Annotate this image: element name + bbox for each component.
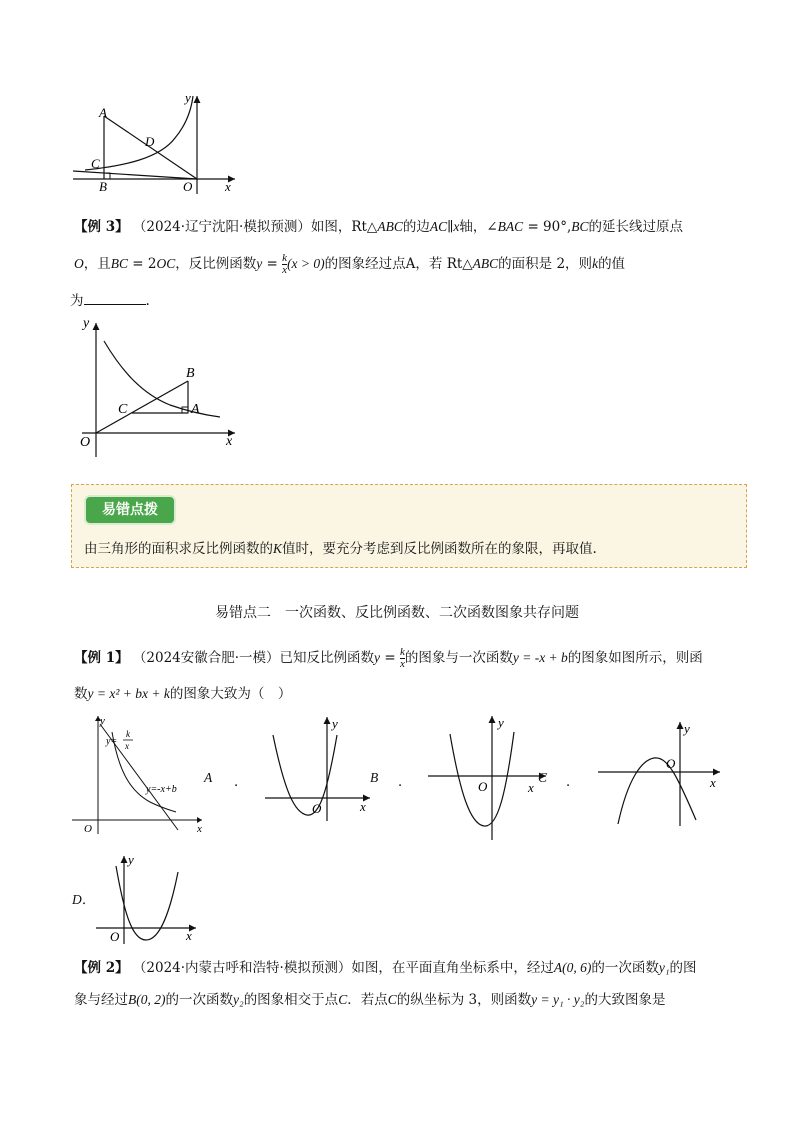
svg-text:y: y xyxy=(684,721,690,736)
option-D-graph[interactable] xyxy=(94,852,200,946)
tip-badge: 易错点拨 xyxy=(84,495,176,525)
answer-blank[interactable] xyxy=(84,290,146,305)
svg-text:B: B xyxy=(186,366,195,381)
svg-text:x: x xyxy=(226,434,233,449)
label-O: O xyxy=(183,179,193,194)
option-4-graph[interactable] xyxy=(596,718,724,828)
label-D: D xyxy=(145,134,155,149)
option-A[interactable]: A xyxy=(204,770,213,785)
figure-top-triangle-hyperbola xyxy=(65,88,245,198)
option-B-graph[interactable] xyxy=(265,713,375,823)
svg-text:O: O xyxy=(312,801,322,816)
tip-box xyxy=(71,484,747,568)
label-A: A xyxy=(99,105,107,120)
svg-text:x: x xyxy=(710,775,716,790)
figure-ex3 xyxy=(70,313,245,460)
svg-text:y: y xyxy=(498,715,504,730)
svg-text:y=: y= xyxy=(106,736,118,747)
ex3-line3: 为 . xyxy=(70,290,150,311)
svg-text:C: C xyxy=(118,402,128,417)
svg-text:x: x xyxy=(197,823,202,835)
ex3-tag: 【例 3】 xyxy=(74,219,129,235)
svg-text:O: O xyxy=(84,823,92,835)
svg-text:y=-x+b: y=-x+b xyxy=(146,784,177,795)
figure-ex1-main xyxy=(70,712,213,840)
option-C-graph[interactable] xyxy=(428,712,553,842)
svg-text:y: y xyxy=(100,715,105,727)
option-C[interactable]: C xyxy=(538,770,548,785)
svg-text:O: O xyxy=(80,435,91,450)
tip-text: 由三角形的面积求反比例函数的K值时，要充分考虑到反比例函数所在的象限，再取值. xyxy=(84,541,597,557)
svg-text:O: O xyxy=(478,779,488,794)
svg-text:O: O xyxy=(666,756,676,771)
option-D[interactable]: D． xyxy=(72,892,96,907)
ex3-line2: O，且BC = 2OC，反比例函数y = $\frac{k}{x}$ (x > 0)的图象经过点A，若 Rt△ABC的面积是 2，则k的值 xyxy=(74,252,626,276)
svg-text:x: x xyxy=(186,928,192,943)
ex2-line1: 【例 2】 （2024·内蒙古呼和浩特·模拟预测）如图，在平面直角坐标系中，经过A(0, 6)的一次函数y₁的图 xyxy=(74,960,697,976)
svg-text:k: k xyxy=(126,729,130,739)
svg-text:y: y xyxy=(83,316,90,331)
option-B[interactable]: B xyxy=(370,770,379,785)
ex3-line1: 【例 3】 （2024·辽宁沈阳·模拟预测）如图，Rt△ABC的边AC∥x轴，∠BAC = 90°,BC的延长线过原点 xyxy=(74,219,684,235)
svg-text:A: A xyxy=(191,402,200,417)
svg-text:y: y xyxy=(128,852,134,867)
label-B: B xyxy=(99,179,107,194)
label-x: x xyxy=(225,179,231,194)
svg-text:y: y xyxy=(332,716,338,731)
ex2-line2: 象与经过B(0, 2)的一次函数y₂的图象相交于点C．若点C的纵坐标为 3，则函数y = y₁ · y₂的大致图象是 xyxy=(74,992,666,1008)
section-title: 易错点二 一次函数、反比例函数、二次函数图象共存问题 xyxy=(215,605,579,621)
svg-text:O: O xyxy=(110,929,120,944)
svg-text:x: x xyxy=(528,780,534,795)
svg-text:x: x xyxy=(360,799,366,814)
ex1-line2: 数y = x² + bx + k的图象大致为（ ） xyxy=(74,686,292,702)
label-y: y xyxy=(185,90,191,105)
svg-text:x: x xyxy=(125,741,129,751)
label-C: C xyxy=(91,156,100,171)
ex3-fraction: $\frac{k}{x}$ xyxy=(282,252,288,276)
ex1-line1: 【例 1】 （2024安徽合肥·一模）已知反比例函数y = $\frac{k}{x}$ 的图象与一次函数y = -x + b的图象如图所示，则函 xyxy=(74,646,703,670)
